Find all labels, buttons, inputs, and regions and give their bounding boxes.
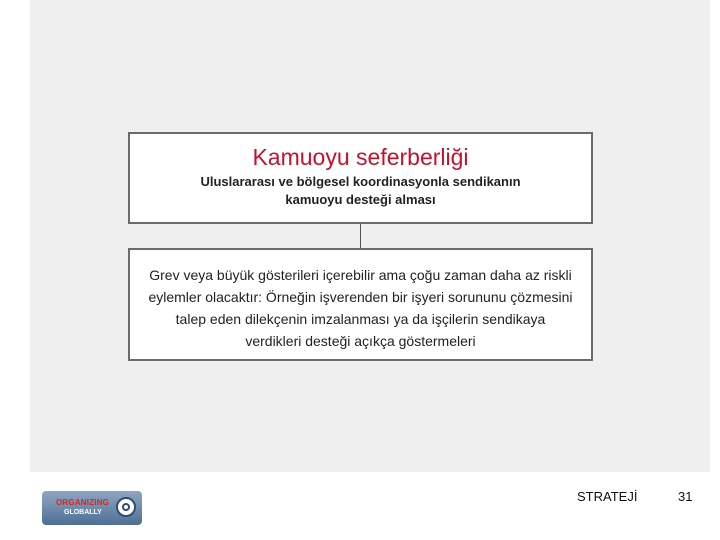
logo-emblem-icon — [116, 497, 136, 517]
bottom-box-text: Grev veya büyük gösterileri içerebilir ama çoğu zaman daha az riskli eylemler olacaktır: Örneğin işverenden bir işyeri sorununu çözmesini talep eden dilekçenin imzalanması ya da işçilerin sendikaya verdikleri desteği açıkça göstermeleri — [148, 267, 573, 349]
top-box-title: Kamuoyu seferberliği — [252, 144, 469, 170]
connector-line — [360, 224, 361, 248]
footer-section-label: STRATEJİ — [577, 489, 638, 504]
bottom-box — [128, 248, 593, 361]
page-number: 31 — [678, 489, 693, 504]
logo-text-line2: GLOBALLY — [64, 509, 102, 516]
top-box — [128, 132, 593, 224]
organizing-globally-logo — [42, 491, 142, 525]
top-box-subtitle: Uluslararası ve bölgesel koordinasyonla sendikanın kamuoyu desteği alması — [200, 174, 521, 207]
logo-text-line1: ORGANIZING — [56, 498, 110, 507]
slide-background — [30, 0, 710, 472]
